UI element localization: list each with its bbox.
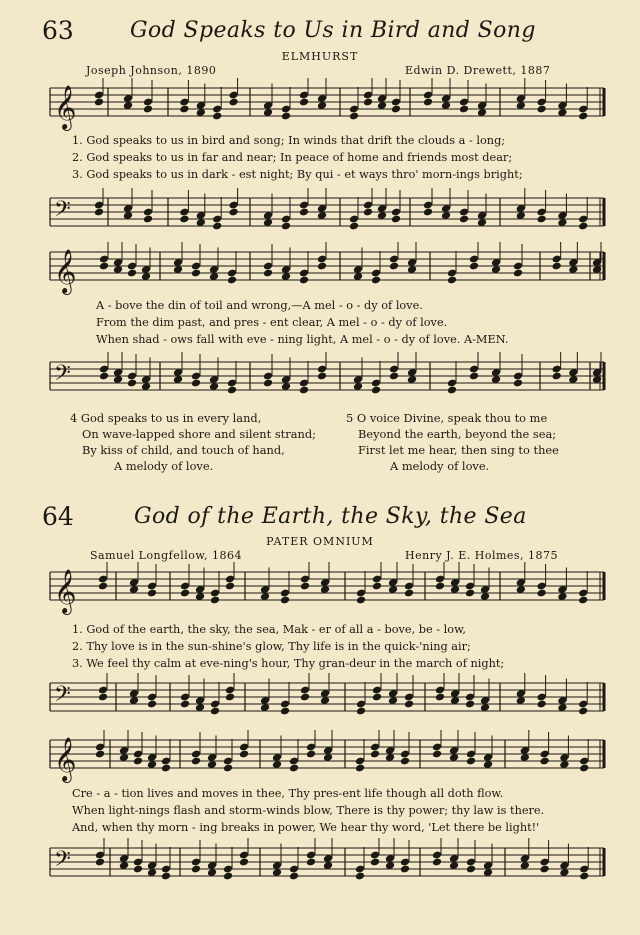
lyric-line-v3: And, when thy morn - ing breaks in power, We hear thy word, 'Let there be light!' — [72, 821, 540, 834]
svg-text:𝄞: 𝄞 — [54, 249, 77, 293]
bass-staff-system-2 — [0, 352, 640, 408]
lyric-line-v3: 3. We feel thy calm at eve-ning's hour, Thy gran-deur in the march of night; — [72, 657, 505, 670]
hymn-title: God Speaks to Us in Bird and Song — [130, 18, 536, 43]
lyric-line-v1: 1. God speaks to us in bird and song; In winds that drift the clouds a - long; — [72, 134, 506, 147]
bass-staff-system-3 — [0, 673, 640, 727]
stanza-number: 5 — [346, 411, 354, 425]
tune-name: PATER OMNIUM — [266, 535, 374, 548]
svg-text:𝄢: 𝄢 — [54, 682, 71, 712]
lyric-line-v2: When light-nings flash and storm-winds blow, There is thy power; thy law is there. — [72, 804, 545, 817]
music-credit: Henry J. E. Holmes, 1875 — [405, 549, 559, 562]
svg-text:𝄢: 𝄢 — [54, 197, 71, 227]
svg-text:𝄞: 𝄞 — [54, 569, 77, 613]
lyric-line-v1: A - bove the din of toil and wrong,—A mel - o - dy of love. — [96, 299, 423, 312]
hymn-number: 64 — [42, 502, 74, 531]
lyric-line-v2: 2. God speaks to us in far and near; In peace of home and friends most dear; — [72, 151, 513, 164]
svg-text:𝄢: 𝄢 — [54, 361, 71, 391]
lyric-line-v3: 3. God speaks to us in dark - est night; By qui - et ways thro' morn-ings bright; — [72, 168, 523, 181]
svg-text:𝄞: 𝄞 — [54, 85, 77, 129]
bass-staff-system-4 — [0, 838, 640, 896]
svg-text:𝄢: 𝄢 — [54, 847, 71, 877]
hymn-number: 63 — [42, 16, 74, 45]
hymn-title: God of the Earth, the Sky, the Sea — [134, 504, 527, 529]
lyric-line-v1: Cre - a - tion lives and moves in thee, Thy pres-ent life though all doth flow. — [72, 787, 504, 800]
lyric-line-v1: 1. God of the earth, the sky, the sea, Mak - er of all a - bove, be - low, — [72, 623, 467, 636]
treble-staff-system-2 — [0, 242, 640, 300]
stanza-5: 5 O voice Divine, speak thou to me Beyond the earth, beyond the sea; First let me hear, then sing to thee A melody of love. — [346, 411, 559, 473]
tune-name: ELMHURST — [281, 50, 359, 63]
stanza-4: 4 God speaks to us in every land, On wave-lapped shore and silent strand; By kiss of child, and touch of hand, A melody of love. — [70, 411, 316, 473]
music-credit: Edwin D. Drewett, 1887 — [405, 64, 551, 77]
lyric-line-v2: 2. Thy love is in the sun-shine's glow, Thy life is in the quick-'ning air; — [72, 640, 471, 653]
words-credit: Joseph Johnson, 1890 — [86, 64, 217, 77]
lyric-line-v2: From the dim past, and pres - ent clear, A mel - o - dy of love. — [96, 316, 448, 329]
bass-staff-system-1 — [0, 188, 640, 242]
treble-staff-system-4 — [0, 730, 640, 788]
svg-text:𝄞: 𝄞 — [54, 737, 77, 781]
lyric-line-v3: When shad - ows fall with eve - ning light, A mel - o - dy of love. A-MEN. — [96, 333, 509, 346]
words-credit: Samuel Longfellow, 1864 — [90, 549, 243, 562]
treble-staff-system-1 — [0, 78, 640, 138]
stanza-number: 4 — [70, 411, 78, 425]
treble-staff-system-3 — [0, 562, 640, 622]
